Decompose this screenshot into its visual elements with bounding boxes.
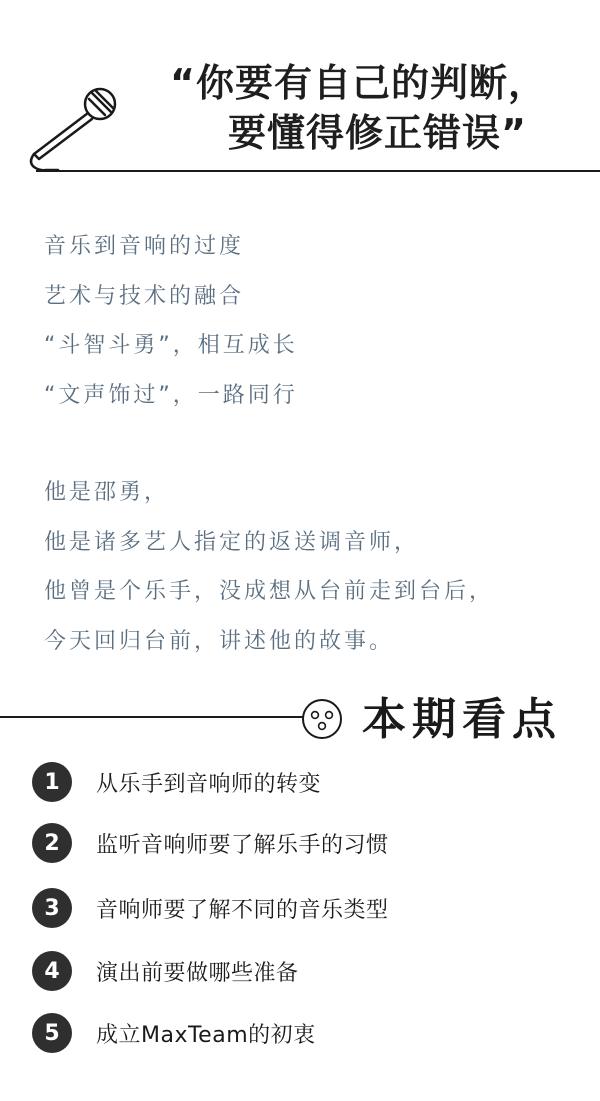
section-title: 本期看点 [362,694,562,745]
highlight-item [32,1013,316,1053]
number-badge: 2 [32,823,72,863]
quote-line-1: “你要有自己的判断， [170,61,547,105]
number-badge: 5 [32,1013,72,1053]
highlight-item [32,823,389,863]
intro-line: 艺术与技术的融合 [44,283,245,309]
highlight-text: 监听音响师要了解乐手的习惯 [96,832,389,858]
quote-line-2: 要懂得修正错误” [228,111,527,155]
number-badge: 1 [32,762,72,802]
highlight-text: 成立MaxTeam的初衷 [96,1022,316,1048]
header-quote [170,58,547,158]
intro-line: 他是诸多艺人指定的返送调音师， [44,529,420,555]
number-badge: 4 [32,951,72,991]
intro-paragraph-2 [44,468,494,666]
intro-paragraph-1 [44,222,298,420]
intro-line: “文声饰过”，一路同行 [44,382,298,408]
intro-line: 他曾是个乐手，没成想从台前走到台后， [44,579,495,604]
intro-line: 他是邵勇， [44,480,170,505]
highlight-text: 音响师要了解不同的音乐类型 [96,897,389,923]
highlight-item [32,951,299,991]
highlight-text: 演出前要做哪些准备 [96,960,299,986]
highlight-item [32,888,389,928]
intro-line: 今天回归台前，讲述他的故事。 [44,628,395,654]
header-divider [36,170,600,172]
section-divider [0,716,305,718]
highlight-item [32,762,321,802]
microphone-icon [28,82,128,182]
highlight-text: 从乐手到音响师的转变 [96,771,322,797]
intro-line: 音乐到音响的过度 [44,234,245,259]
xlr-connector-icon [301,698,343,740]
intro-line: “斗智斗勇”，相互成长 [44,333,298,358]
number-badge: 3 [32,888,72,928]
